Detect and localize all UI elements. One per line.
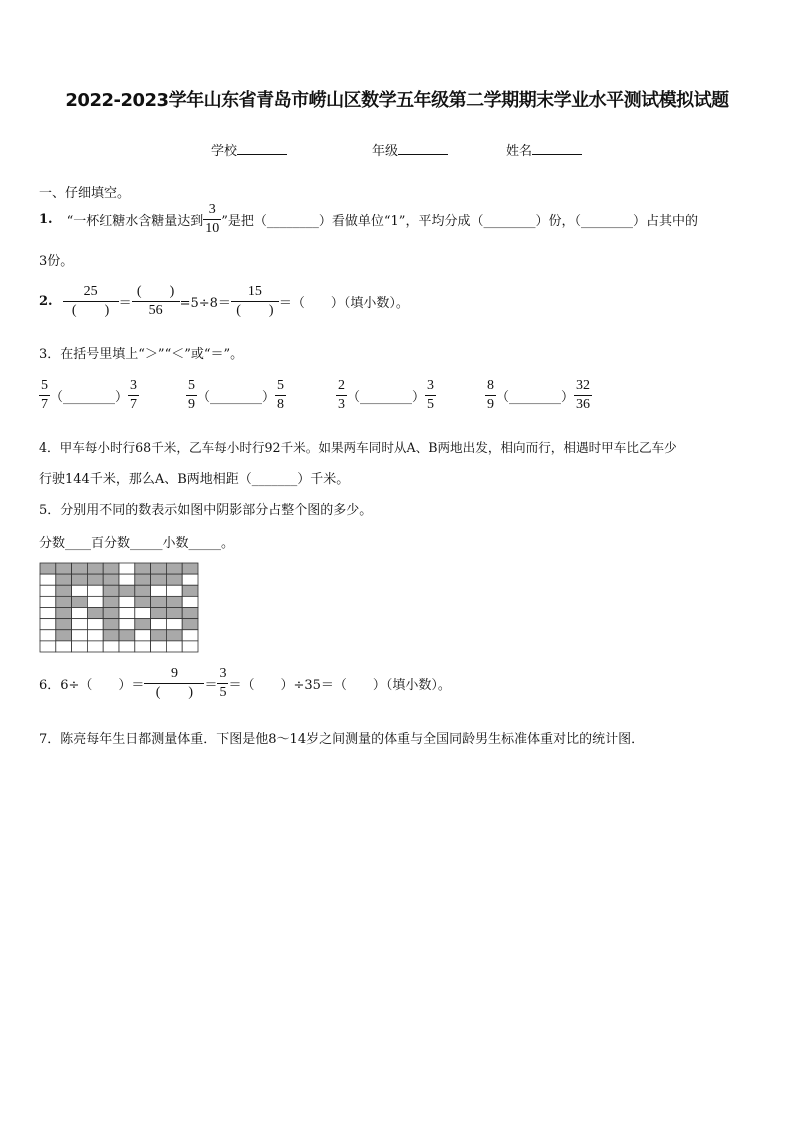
- grid-cell: [182, 641, 198, 652]
- shaded-grid-svg: [39, 562, 199, 653]
- grid-cell: [72, 630, 88, 641]
- grid-cell: [103, 608, 119, 619]
- grid-cell: [72, 563, 88, 574]
- question-2: [39, 284, 409, 319]
- q3-i4-b: [574, 378, 592, 413]
- q3-i4-b-den: 36: [576, 397, 591, 412]
- grid-cell: [40, 563, 56, 574]
- grid-cell: [182, 596, 198, 607]
- q2-fraction-1: [63, 284, 119, 319]
- q3-i1-b-num: 3: [130, 378, 138, 393]
- q2-fraction-3: [231, 284, 279, 319]
- grid-cell: [135, 596, 151, 607]
- grid-cell: [40, 574, 56, 585]
- grid-cell: [151, 630, 167, 641]
- grid-cell: [182, 608, 198, 619]
- grid-cell: [119, 563, 135, 574]
- grid-cell: [135, 574, 151, 585]
- q3-i2-a-num: 5: [188, 378, 195, 393]
- grid-cell: [72, 596, 88, 607]
- q3-i3-a-num: 2: [338, 378, 345, 393]
- grid-cell: [103, 574, 119, 585]
- name-label: 姓名: [506, 144, 533, 159]
- grid-cell: [87, 608, 103, 619]
- question-6: [39, 666, 451, 701]
- grid-cell: [103, 630, 119, 641]
- grid-cell: [56, 641, 72, 652]
- grid-cell: [182, 619, 198, 630]
- name-field: [506, 140, 582, 159]
- grid-cell: [56, 574, 72, 585]
- grid-cell: [166, 608, 182, 619]
- grid-cell: [87, 574, 103, 585]
- school-field: [211, 140, 287, 159]
- q2-fraction-2: [132, 284, 180, 319]
- q3-i1-a-den: 7: [41, 397, 48, 412]
- grid-cell: [119, 619, 135, 630]
- school-label: 学校: [211, 144, 238, 159]
- q3-i4-b-num: 32: [576, 378, 591, 393]
- grid-cell: [56, 619, 72, 630]
- q3-i3-a: [336, 378, 347, 413]
- question-4-line1: 4．甲车每小时行68千米，乙车每小时行92千米。如果两车同时从A、B两地出发，相向而行，相遇时甲车比乙车少: [39, 440, 677, 455]
- grid-cell: [135, 585, 151, 596]
- q3-item-3: [336, 378, 485, 413]
- q6-f1-den: ( ): [144, 683, 204, 701]
- q3-i1-b-den: 7: [130, 397, 138, 412]
- grade-blank: [398, 141, 448, 155]
- q3-i4-a-den: 9: [487, 397, 494, 412]
- grid-cell: [166, 596, 182, 607]
- grid-cell: [40, 641, 56, 652]
- grid-cell: [135, 619, 151, 630]
- grid-cell: [182, 630, 198, 641]
- grade-field: [372, 140, 448, 159]
- grade-label: 年级: [372, 144, 399, 159]
- q3-i1-a-num: 5: [41, 378, 48, 393]
- grid-cell: [40, 619, 56, 630]
- grid-cell: [182, 563, 198, 574]
- q1-frac-den: 10: [205, 221, 220, 236]
- grid-cell: [87, 619, 103, 630]
- grid-cell: [72, 641, 88, 652]
- grid-cell: [182, 585, 198, 596]
- grid-cell: [119, 630, 135, 641]
- grid-cell: [87, 585, 103, 596]
- grid-cell: [87, 563, 103, 574]
- grid-cell: [119, 608, 135, 619]
- q6-f1-num: 9: [170, 666, 178, 681]
- grid-cell: [40, 630, 56, 641]
- grid-cell: [166, 619, 182, 630]
- q6-f2-num: 3: [219, 666, 227, 681]
- grid-cell: [56, 563, 72, 574]
- q6-f2-den: 5: [219, 685, 227, 700]
- q6-fraction-2: [217, 666, 228, 701]
- grid-cell: [151, 585, 167, 596]
- q1-frac-num: 3: [208, 202, 216, 217]
- q1-text-mid: ”是把（________）看做单位“1”，平均分成（________）份，（________）占其中的: [221, 214, 698, 229]
- grid-cell: [119, 574, 135, 585]
- q3-i3-a-den: 3: [338, 397, 345, 412]
- q6-text-tail: ＝（ ）÷35＝（ ）（填小数）。: [228, 678, 451, 693]
- q1-text-pre: “一杯红糖水含糖量达到: [66, 214, 204, 229]
- grid-cell: [103, 619, 119, 630]
- q3-i2-b-den: 8: [277, 397, 285, 412]
- grid-cell: [119, 596, 135, 607]
- grid-cell: [151, 641, 167, 652]
- grid-cell: [72, 585, 88, 596]
- grid-cell: [56, 630, 72, 641]
- q3-i4-a: [485, 378, 496, 413]
- grid-cell: [72, 574, 88, 585]
- grid-cell: [40, 585, 56, 596]
- grid-cell: [72, 608, 88, 619]
- grid-cell: [182, 574, 198, 585]
- grid-cell: [151, 596, 167, 607]
- grid-cell: [56, 585, 72, 596]
- grid-cell: [103, 641, 119, 652]
- q1-fraction: [203, 202, 221, 237]
- grid-cell: [56, 596, 72, 607]
- q2-text-mid: =5÷8＝: [179, 296, 231, 311]
- grid-cell: [119, 585, 135, 596]
- question-3-items: [39, 378, 592, 413]
- grid-cell: [119, 641, 135, 652]
- page-title: 2022-2023学年山东省青岛市崂山区数学五年级第二学期期末学业水平测试模拟试题: [65, 90, 729, 111]
- name-blank: [532, 141, 582, 155]
- grid-cell: [151, 574, 167, 585]
- grid-cell: [40, 608, 56, 619]
- q3-i3-blank: （________）: [347, 390, 426, 405]
- grid-cell: [135, 608, 151, 619]
- question-4-line2: 行驶144千米，那么A、B两地相距（_______）千米。: [39, 472, 350, 487]
- grid-cell: [135, 641, 151, 652]
- grid-cell: [87, 596, 103, 607]
- grid-cell: [72, 619, 88, 630]
- grid-cell: [166, 574, 182, 585]
- question-3-stem: 3．在括号里填上“＞”“＜”或“＝”。: [39, 347, 244, 362]
- q2-text-tail: ＝（ ）（填小数）。: [278, 296, 409, 311]
- q3-i2-a-den: 9: [188, 397, 195, 412]
- q2-f3-den: ( ): [231, 301, 279, 319]
- q6-equals: ＝: [204, 678, 218, 693]
- q2-f2-den: 56: [132, 301, 180, 319]
- school-blank: [237, 141, 287, 155]
- q2-f1-den: ( ): [63, 301, 119, 319]
- q6-fraction-1: [144, 666, 204, 701]
- grid-cell: [103, 596, 119, 607]
- q3-i4-a-num: 8: [487, 378, 494, 393]
- q3-i3-b-den: 5: [427, 397, 435, 412]
- grid-cell: [151, 608, 167, 619]
- grid-cell: [87, 630, 103, 641]
- q3-i1-a: [39, 378, 50, 413]
- question-5-answer: 分数____百分数_____小数_____。: [39, 536, 235, 551]
- grid-cell: [135, 563, 151, 574]
- grid-cell: [166, 630, 182, 641]
- q1-number: 1.: [39, 212, 53, 227]
- q3-i4-blank: （________）: [496, 390, 575, 405]
- shaded-grid-figure: [39, 562, 199, 653]
- q3-item-4: [485, 378, 592, 413]
- q6-text-pre: 6．6÷（ ）＝: [39, 678, 145, 693]
- grid-cell: [135, 630, 151, 641]
- grid-cell: [56, 608, 72, 619]
- q3-i2-a: [186, 378, 197, 413]
- q3-i1-b: [128, 378, 139, 413]
- grid-cell: [166, 585, 182, 596]
- grid-cell: [166, 641, 182, 652]
- q3-item-1: [39, 378, 186, 413]
- question-1: [39, 202, 698, 237]
- q3-i3-b-num: 3: [427, 378, 435, 393]
- q3-i2-blank: （________）: [197, 390, 276, 405]
- section-heading: 一、仔细填空。: [39, 186, 131, 201]
- q3-i3-b: [425, 378, 436, 413]
- grid-cell: [103, 585, 119, 596]
- q3-i2-b: [275, 378, 286, 413]
- grid-cell: [87, 641, 103, 652]
- grid-cell: [103, 563, 119, 574]
- q2-f3-num: 15: [247, 284, 262, 299]
- q3-item-2: [186, 378, 336, 413]
- grid-cell: [151, 619, 167, 630]
- q2-f2-num: ( ): [136, 284, 175, 299]
- q3-i1-blank: （________）: [50, 390, 129, 405]
- grid-cell: [40, 596, 56, 607]
- question-7: 7．陈亮每年生日都测量体重．下图是他8～14岁之间测量的体重与全国同龄男生标准体重对比的统计图．: [39, 732, 645, 747]
- q2-f1-num: 25: [83, 284, 98, 299]
- grid-cell: [166, 563, 182, 574]
- q2-number: 2.: [39, 294, 53, 309]
- q1-line2: 3份。: [39, 254, 74, 269]
- q2-equals-1: ＝: [118, 296, 132, 311]
- q3-i2-b-num: 5: [277, 378, 285, 393]
- grid-cell: [151, 563, 167, 574]
- question-5-stem: 5．分别用不同的数表示如图中阴影部分占整个图的多少。: [39, 503, 373, 518]
